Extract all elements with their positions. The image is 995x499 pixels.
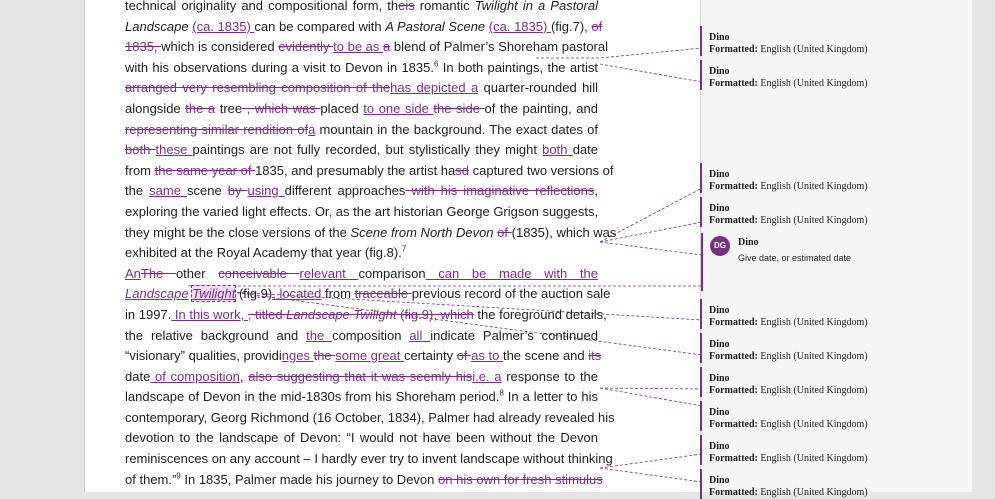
text-run: (1835), which was — [511, 224, 617, 240]
document-line[interactable] — [125, 99, 598, 120]
deletion: , which was — [242, 100, 321, 116]
format-balloon[interactable] — [703, 66, 965, 90]
deletion: its — [588, 348, 602, 364]
insertion: nges — [281, 348, 314, 364]
insertion: (ca. 1835) — [192, 18, 255, 34]
deletion: also suggesting that it was seemly his — [248, 368, 473, 384]
format-balloon[interactable] — [703, 373, 965, 397]
balloon-author: Dino — [709, 339, 730, 350]
document-line[interactable] — [125, 37, 608, 58]
balloon-marker — [700, 197, 702, 227]
deletion: of — [497, 224, 512, 240]
deletion: eis — [398, 0, 415, 13]
insertion: one side — [378, 100, 434, 116]
text-run: captured two versions of — [469, 162, 614, 178]
footnote-ref[interactable]: 7 — [401, 244, 407, 254]
balloon-marker — [700, 435, 702, 465]
text-run: tree — [215, 100, 243, 116]
text-run: Landscape — [125, 18, 189, 34]
deletion: arranged very resembling composition of the — [125, 80, 391, 96]
text-run: contemporary, Georg Richmond (16 October, 1834), Palmer had already revealed his — [125, 409, 615, 425]
insertion: using — [247, 183, 285, 199]
balloon-author: Dino — [709, 441, 730, 452]
comment-marker — [701, 233, 703, 291]
avatar: DG — [710, 236, 730, 256]
balloon-value: English (United Kingdom) — [760, 317, 868, 328]
document-line[interactable] — [125, 181, 598, 202]
text-run: as the art historian George Grigson suggests, — [332, 203, 599, 219]
balloon-label: Formatted: — [709, 78, 758, 89]
text-run: landscape of Devon in the mid-1830s from his Shoreham period. — [125, 389, 500, 405]
balloon-author: Dino — [709, 169, 730, 180]
text-run: with his observations during a visit to Devon in 1835. — [125, 59, 434, 75]
document-line[interactable] — [125, 305, 607, 326]
insertion: both — [542, 142, 573, 158]
balloon-label: Formatted: — [709, 487, 758, 498]
format-balloon[interactable] — [703, 475, 965, 499]
balloon-label: Formatted: — [709, 181, 758, 192]
text-run: blend of Palmer’s Shoreham pastoral — [390, 39, 608, 55]
insertion: , — [272, 286, 280, 302]
text-run: different approaches — [284, 183, 406, 199]
text-run: certainty — [403, 348, 457, 364]
insertion: can be made with the — [425, 265, 598, 281]
text-run: composition — [332, 327, 410, 343]
comment-balloon[interactable] — [708, 235, 970, 265]
insertion: relevant — [299, 265, 359, 281]
text-run: devotion to the landscape of Devon: “I would not have been without the Devon — [125, 430, 598, 446]
text-run: In 1835, Palmer made his journey to Devon — [180, 471, 439, 487]
text-run: , — [594, 183, 598, 199]
insertion: all — [409, 327, 431, 343]
text-run: from — [125, 162, 155, 178]
insertion: , — [328, 203, 333, 219]
format-balloon[interactable] — [703, 32, 965, 56]
balloon-marker — [700, 163, 702, 193]
insertion: i.e. a — [472, 368, 502, 384]
deletion: The — [140, 265, 176, 281]
deletion: the a — [185, 100, 216, 116]
insertion: a — [308, 121, 316, 137]
balloon-author: Dino — [709, 407, 730, 418]
balloon-marker — [700, 299, 702, 329]
document-line[interactable] — [125, 243, 598, 264]
text-run: technical originality and compositional form, th — [125, 0, 399, 13]
balloon-value: English (United Kingdom) — [760, 453, 868, 464]
text-run: reminiscences on any account – I hardly ever try to invent landscape without thinking — [125, 451, 613, 467]
balloon-author: Dino — [709, 66, 730, 77]
deletion: on his own for fresh stimulus — [438, 471, 603, 487]
document-line[interactable] — [125, 326, 598, 347]
text-run: the relative background and — [125, 327, 307, 343]
text-run: Twilight in a Pastoral — [474, 0, 598, 13]
document-line[interactable] — [125, 120, 598, 141]
deletion: evidently — [278, 39, 334, 55]
insertion: Landscape — [125, 286, 189, 302]
text-run: they might be the close versions of the — [125, 224, 351, 240]
document-line[interactable] — [125, 449, 613, 470]
format-balloon[interactable] — [703, 169, 965, 193]
deletion: with his imaginative reflections — [405, 183, 595, 199]
text-run: placed — [320, 100, 364, 116]
deletion: sd — [455, 162, 469, 178]
text-run: 1835, and presumably the artist ha — [255, 162, 456, 178]
text-run: the — [125, 183, 150, 199]
text-run: alongside — [125, 100, 186, 116]
format-balloon[interactable] — [703, 203, 965, 227]
balloon-label: Formatted: — [709, 385, 758, 396]
insertion: (ca. 1835) — [488, 18, 551, 34]
text-run: exhibited at the Royal Academy that year (fig.8). — [125, 245, 402, 261]
text-run: response to the — [501, 368, 599, 384]
insertion: the — [306, 327, 333, 343]
deletion: 1835, — [125, 39, 162, 55]
text-run: from — [321, 286, 355, 302]
text-run: exploring the varied light effects. Or — [125, 203, 329, 219]
text-run: in 1997. — [125, 306, 172, 322]
balloon-label: Formatted: — [709, 453, 758, 464]
balloon-marker — [700, 401, 702, 431]
document-line[interactable] — [125, 470, 603, 491]
text-run: (fig.9) — [235, 286, 273, 302]
document-line[interactable] — [125, 408, 615, 429]
insertion: has depicted a — [390, 80, 479, 96]
balloon-value: English (United Kingdom) — [760, 78, 868, 89]
insertion: An — [125, 265, 141, 281]
balloon-value: English (United Kingdom) — [760, 487, 868, 498]
text-run: mountain in the background. The exact dates of — [315, 121, 598, 137]
deletion: of — [456, 348, 472, 364]
balloon-marker — [700, 60, 702, 90]
document-line[interactable] — [125, 161, 614, 182]
text-run: of the painting, and — [484, 100, 598, 116]
deletion: Landscape Twilight — [286, 306, 397, 322]
text-run: scene — [186, 183, 228, 199]
footnote-ref[interactable]: 8 — [499, 388, 504, 398]
format-balloon[interactable] — [703, 339, 965, 363]
text-run: A Pastoral Scene — [385, 18, 486, 34]
deletion: traceable — [354, 286, 412, 302]
deletion: by — [227, 183, 248, 199]
insertion: In this work — [171, 306, 241, 322]
format-balloon[interactable] — [703, 305, 965, 329]
text-run: In both paintings, the artist — [438, 59, 598, 75]
insertion: to — [363, 100, 379, 116]
balloon-label: Formatted: — [709, 351, 758, 362]
text-run: “visionary” qualities, providi — [125, 348, 282, 364]
deletion: conceivable — [218, 265, 300, 281]
comment-text[interactable]: Give date, or estimated date — [738, 253, 852, 263]
balloon-marker — [700, 333, 702, 363]
footnote-ref[interactable]: 9 — [176, 471, 181, 481]
balloon-label: Formatted: — [709, 215, 758, 226]
document-line[interactable] — [125, 264, 598, 285]
balloon-label: Formatted: — [709, 419, 758, 430]
deletion: of — [591, 18, 603, 34]
insertion: , — [240, 306, 248, 322]
insertion: located — [279, 286, 322, 302]
balloon-author: Dino — [709, 203, 730, 214]
balloon-author: Dino — [709, 305, 730, 316]
balloon-label: Formatted: — [709, 317, 758, 328]
text-run: quarter-rounded hill — [478, 80, 598, 96]
text-run: date — [125, 368, 151, 384]
balloon-value: English (United Kingdom) — [760, 44, 868, 55]
balloon-author: Dino — [709, 373, 730, 384]
deletion: the — [313, 348, 336, 364]
text-run: (fig.7), — [550, 18, 592, 34]
balloon-value: English (United Kingdom) — [760, 385, 868, 396]
balloon-value: English (United Kingdom) — [760, 419, 868, 430]
format-balloon[interactable] — [703, 407, 965, 431]
insertion: same — [149, 183, 187, 199]
balloon-marker — [700, 367, 702, 397]
insertion: Twilight — [192, 286, 236, 302]
document-line[interactable] — [125, 346, 602, 367]
insertion: as to — [471, 348, 503, 364]
text-run: the scene and — [502, 348, 589, 364]
text-run: indicate Palmer’s continued — [430, 327, 598, 343]
insertion: these — [155, 142, 193, 158]
document-line[interactable] — [125, 387, 598, 408]
document-line[interactable] — [125, 58, 598, 79]
text-run: of them.” — [125, 471, 177, 487]
insertion: to be as — [333, 39, 384, 55]
text-run: the foreground details, — [473, 306, 607, 322]
document-line[interactable] — [125, 17, 603, 38]
text-run: romantic — [414, 0, 475, 13]
text-run: In a letter to his — [503, 389, 598, 405]
balloon-marker — [700, 469, 702, 499]
deletion: the same year of — [154, 162, 256, 178]
document-line[interactable] — [125, 223, 617, 244]
balloon-marker — [700, 26, 702, 56]
comment-author: Dino — [738, 237, 759, 248]
footnote-ref[interactable]: 6 — [434, 59, 439, 69]
text-run: Scene from North Devon — [350, 224, 494, 240]
text-run: previous record of the auction sale — [411, 286, 611, 302]
text-run: which is considered — [161, 39, 279, 55]
balloon-author: Dino — [709, 32, 730, 43]
deletion: both — [125, 142, 156, 158]
document-line[interactable] — [125, 202, 598, 223]
text-run: other — [175, 265, 219, 281]
balloon-value: English (United Kingdom) — [760, 181, 868, 192]
deletion: representing similar rendition of — [125, 121, 309, 137]
insertion: of composition — [150, 368, 240, 384]
balloon-author: Dino — [709, 475, 730, 486]
deletion: (fig.9), which — [396, 306, 474, 322]
text-run: date — [572, 142, 598, 158]
text-run: can be compared with — [254, 18, 386, 34]
insertion: some great — [335, 348, 404, 364]
text-run: , — [239, 368, 249, 384]
balloon-value: English (United Kingdom) — [760, 351, 868, 362]
document-line[interactable] — [125, 78, 598, 99]
format-balloon[interactable] — [703, 441, 965, 465]
text-run: comparison — [358, 265, 426, 281]
balloon-value: English (United Kingdom) — [760, 215, 868, 226]
document-line[interactable] — [125, 284, 611, 305]
deletion: a — [383, 39, 391, 55]
document-line[interactable] — [125, 0, 598, 17]
text-run: paintings are not fully recorded, but stylistically they might — [192, 142, 543, 158]
document-line[interactable] — [125, 140, 598, 161]
deletion: the side — [433, 100, 485, 116]
balloon-label: Formatted: — [709, 44, 758, 55]
document-line[interactable] — [125, 367, 598, 388]
deletion: , titled — [247, 306, 287, 322]
document-body[interactable] — [125, 0, 617, 490]
document-line[interactable] — [125, 428, 598, 449]
